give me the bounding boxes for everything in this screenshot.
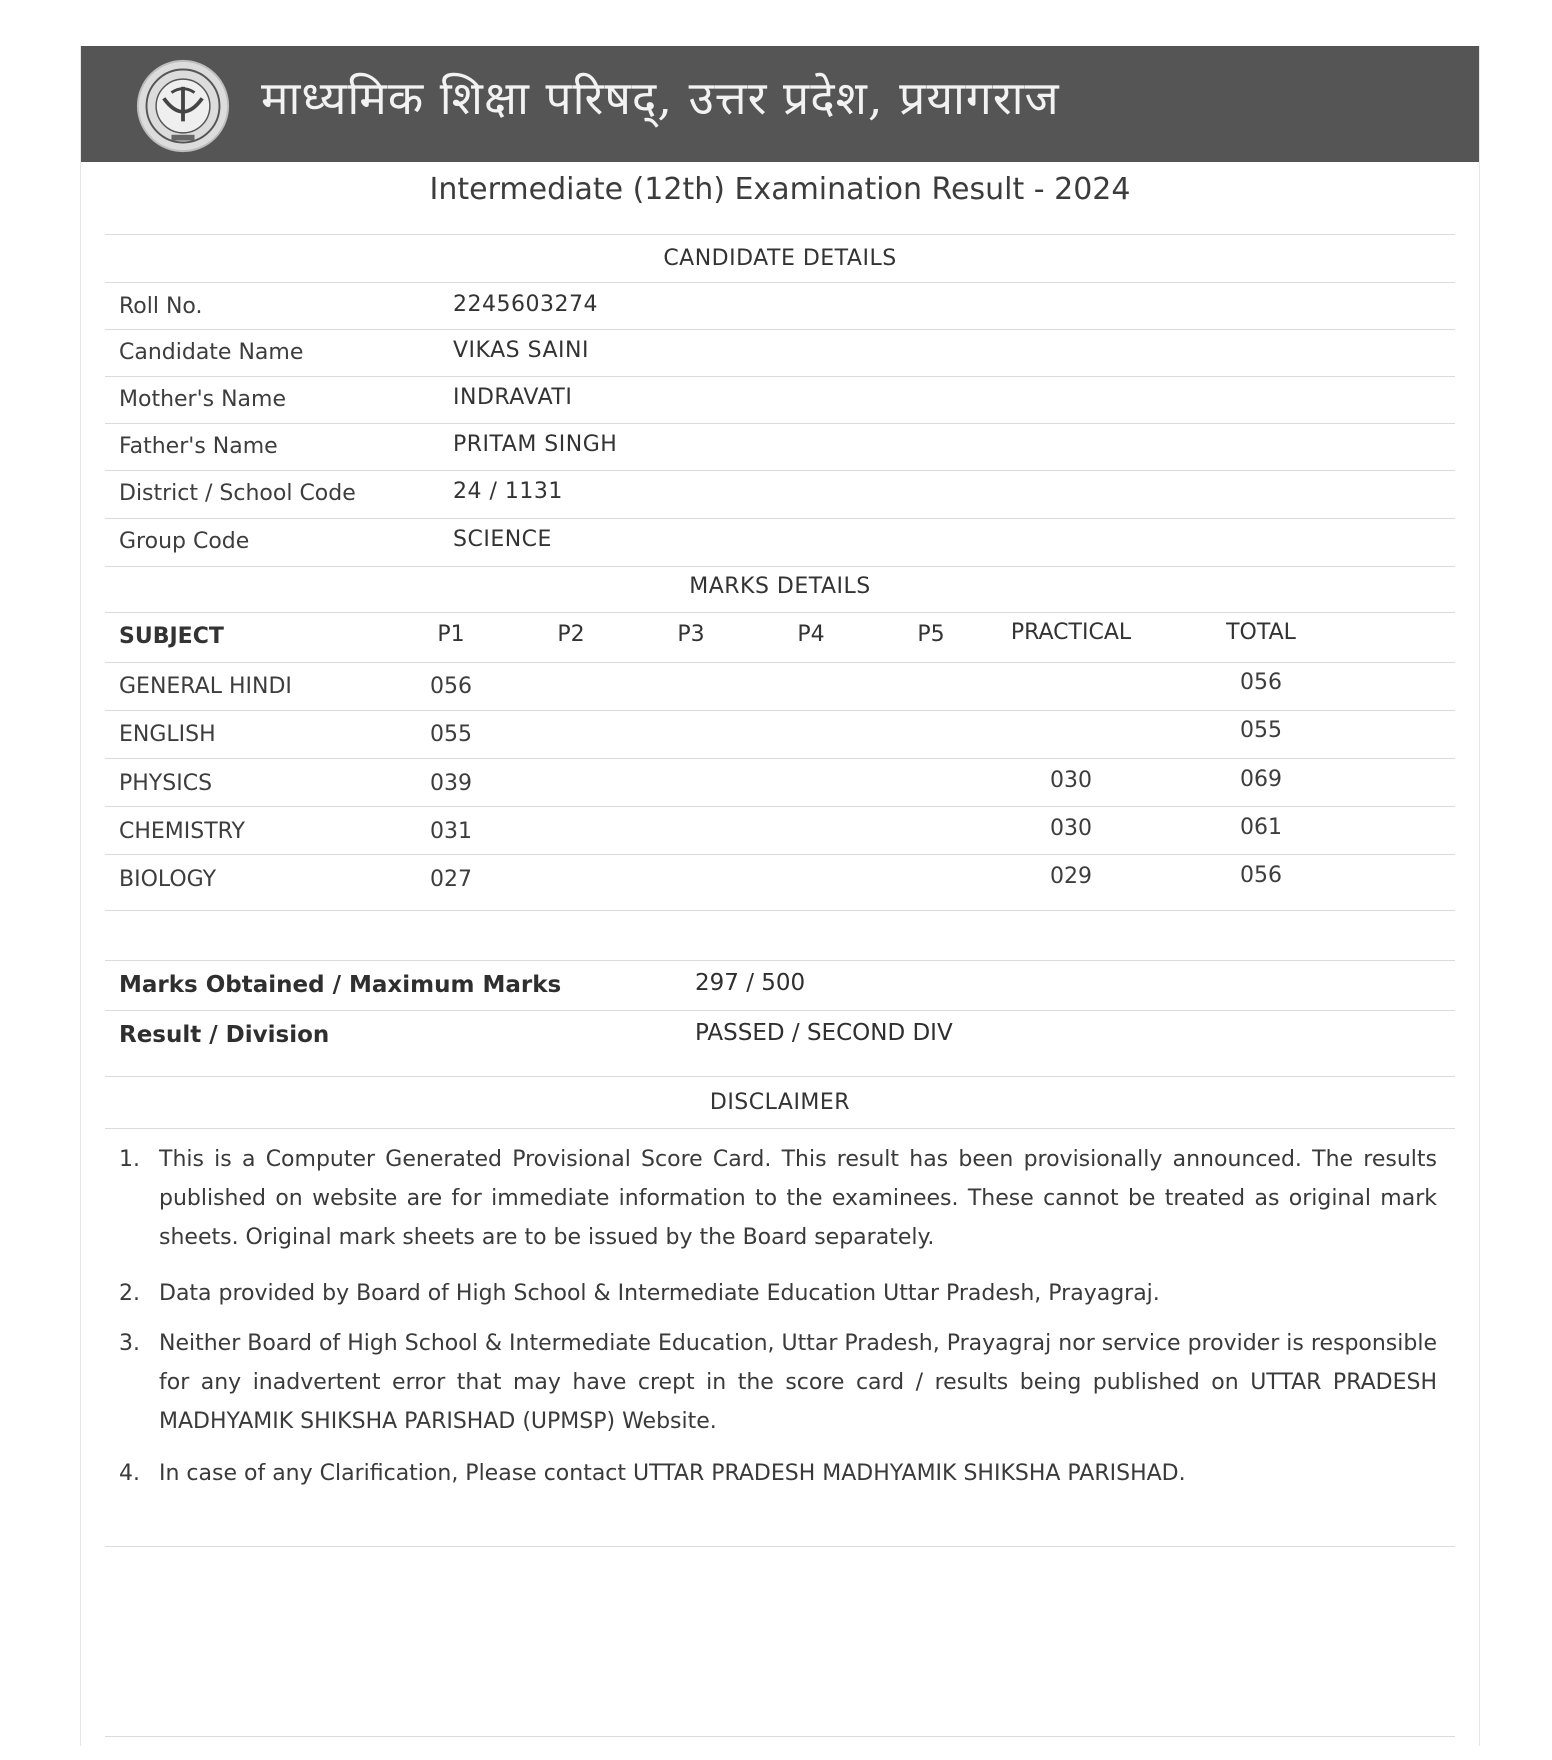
total-cell: 069 [1240,767,1282,792]
column-header-practical: PRACTICAL [1010,620,1132,645]
list-number: 1. [119,1147,140,1172]
divider [105,612,1455,613]
detail-label: Group Code [119,529,250,554]
p1-cell: 027 [430,867,472,892]
subject-cell: CHEMISTRY [119,819,245,844]
detail-value: 2245603274 [453,292,598,317]
result-label: Result / Division [119,1022,330,1048]
detail-value: SCIENCE [453,527,552,552]
divider [105,470,1455,471]
list-text: In case of any Clarification, Please contact UTTAR PRADESH MADHYAMIK SHIKSHA PARISHAD. [159,1461,1186,1486]
list-number: 2. [119,1281,140,1306]
p1-cell: 031 [430,819,472,844]
column-header-p5: P5 [917,622,945,647]
divider [105,1128,1455,1129]
list-item [119,1454,1439,1494]
divider [105,1736,1455,1737]
column-header-subject: SUBJECT [119,624,224,649]
list-item [119,1140,1439,1260]
divider [105,710,1455,711]
practical-cell: 030 [1050,768,1092,793]
detail-value: PRITAM SINGH [453,432,618,457]
candidate-details-heading: CANDIDATE DETAILS [663,246,897,271]
divider [105,758,1455,759]
marks-obtained-label: Marks Obtained / Maximum Marks [119,972,562,998]
divider [105,960,1455,961]
detail-value: VIKAS SAINI [453,338,589,363]
p1-cell: 056 [430,674,472,699]
divider [105,806,1455,807]
detail-label: District / School Code [119,481,356,506]
subject-cell: GENERAL HINDI [119,674,292,699]
total-cell: 055 [1240,718,1282,743]
divider [105,376,1455,377]
divider [105,282,1455,283]
column-header-p4: P4 [797,622,825,647]
subject-cell: ENGLISH [119,722,216,747]
detail-label: Roll No. [119,294,203,319]
subject-cell: BIOLOGY [119,867,217,892]
exam-title: Intermediate (12th) Examination Result - 2024 [429,172,1131,207]
divider [105,1076,1455,1077]
board-name: माध्यमिक शिक्षा परिषद्, उत्तर प्रदेश, प्रयागराज [261,71,1060,125]
disclaimer-heading: DISCLAIMER [709,1090,851,1115]
detail-value: 24 / 1131 [453,479,563,504]
divider [105,423,1455,424]
detail-label: Mother's Name [119,387,286,412]
divider [105,234,1455,235]
list-text: Neither Board of High School & Intermediate Education, Uttar Pradesh, Prayagraj nor service provider is responsible for any inadvertent error that may have crept in the score card / results being published on UTTAR PRADESH MADHYAMIK SHIKSHA PARISHAD (UPMSP) Website. [159,1331,1437,1434]
list-number: 3. [119,1331,140,1356]
column-header-p1: P1 [437,622,465,647]
detail-label: Candidate Name [119,340,304,365]
column-header-p3: P3 [677,622,705,647]
list-number: 4. [119,1461,140,1486]
list-text: Data provided by Board of High School & Intermediate Education Uttar Pradesh, Prayagraj. [159,1281,1160,1306]
detail-value: INDRAVATI [453,385,573,410]
total-cell: 061 [1240,815,1282,840]
divider [105,854,1455,855]
divider [105,518,1455,519]
list-item [119,1324,1439,1444]
total-cell: 056 [1240,863,1282,888]
p1-cell: 039 [430,771,472,796]
column-header-p2: P2 [557,622,585,647]
result-value: PASSED / SECOND DIV [695,1020,953,1046]
subject-cell: PHYSICS [119,771,213,796]
divider [105,910,1455,911]
board-header [81,46,1479,162]
list-item [119,1274,1439,1314]
list-text: This is a Computer Generated Provisional Score Card. This result has been provisionally announced. The results published on website are for immediate information to the examinees. These cannot be treated as original mark sheets. Original mark sheets are to be issued by the Board separately. [159,1147,1437,1250]
result-card [80,46,1480,1746]
p1-cell: 055 [430,722,472,747]
divider [105,1010,1455,1011]
practical-cell: 030 [1050,816,1092,841]
column-header-total: TOTAL [1226,620,1296,645]
total-cell: 056 [1240,670,1282,695]
divider [105,1546,1455,1547]
marks-details-heading: MARKS DETAILS [689,574,871,599]
practical-cell: 029 [1050,864,1092,889]
up-board-emblem-icon [135,58,231,154]
marks-obtained-value: 297 / 500 [695,970,806,996]
divider [105,662,1455,663]
divider [105,329,1455,330]
divider [105,566,1455,567]
detail-label: Father's Name [119,434,278,459]
